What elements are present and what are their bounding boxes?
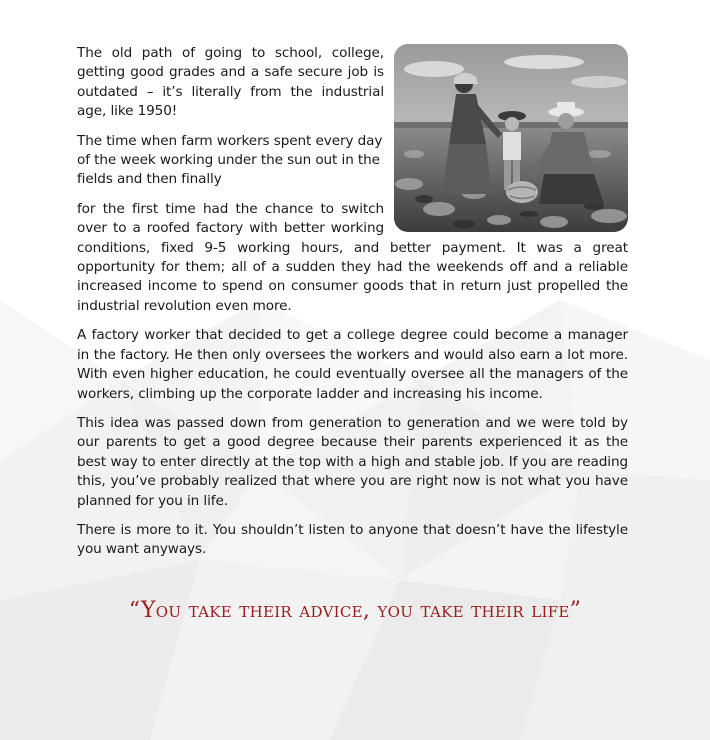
farm-family-photo — [394, 44, 628, 232]
paragraph-6: There is more to it. You shouldn’t listen to anyone that doesn’t have the lifestyle you want anyways. — [77, 521, 628, 558]
paragraph-4: A factory worker that decided to get a college degree could become a manager in the factory. He then only oversees the workers and would also earn a lot more. With even higher education, he could eventually oversee all the managers of the workers, climbing up the corporate ladder and increasing his income. — [77, 327, 628, 402]
paragraph-3: for the first time had the chance to switch over to a roofed factory with better working conditions, fixed 9-5 working hours, and better payment. It was a great opportunity for them; all of a sudden they had the weekends off and a reliable increased income to spend on consumer goods that in return just propelled the industrial revolution even more. — [77, 200, 628, 314]
article — [77, 44, 628, 570]
paragraph-1: The old path of going to school, college, getting good grades and a safe secure job is outdated – it’s literally from the industrial age, like 1950! — [77, 45, 384, 120]
paragraph-5: This idea was passed down from generation to generation and we were told by our parents to get a good degree because their parents experienced it as the best way to enter directly at the top with a high and stable job. If you are reading this, you’ve probably realized that where you are right now is not what you have planned for you in life. — [77, 414, 628, 509]
paragraph-2: The time when farm workers spent every day of the week working under the sun out in the fields and then finally — [77, 132, 383, 188]
pull-quote: “You take their advice, you take their life” — [128, 598, 582, 623]
